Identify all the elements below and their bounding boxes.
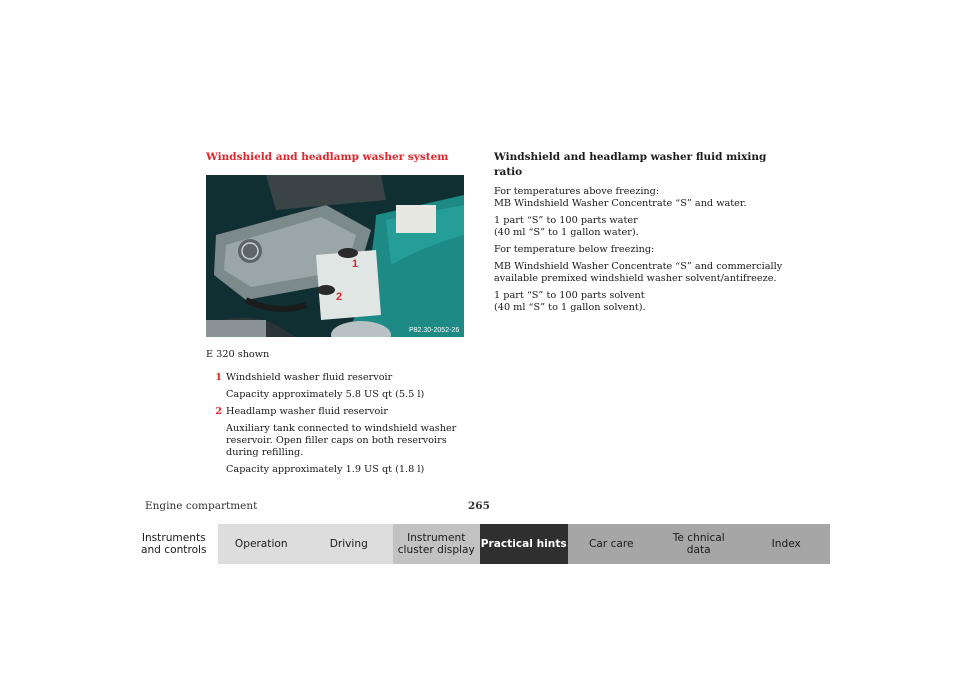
item-number: 1 — [215, 372, 222, 383]
item-number — [206, 464, 226, 476]
paragraph: For temperature below freezing: — [494, 244, 655, 255]
footer-section-title: Engine compartment — [145, 500, 258, 512]
paragraph: MB Windshield Washer Concentrate “S” and commercially available premixed windshield washer solvent/antifreeze. — [494, 261, 783, 284]
nav-tab-operation[interactable]: Operation — [218, 524, 306, 564]
nav-tab-car-care[interactable]: Car care — [568, 524, 656, 564]
engine-compartment-photo — [206, 175, 464, 337]
photo-caption: E 320 shown — [206, 349, 270, 360]
mixing-ratio-text — [494, 186, 794, 314]
section-heading-washer-system: Windshield and headlamp washer system — [206, 151, 449, 163]
list-item — [206, 464, 468, 476]
item-text: Auxiliary tank connected to windshield washer reservoir. Open filler caps on both reservoirs during refilling. — [226, 423, 457, 458]
nav-tab-instrument-cluster-display[interactable]: Instrument cluster display — [393, 524, 481, 564]
item-text: Headlamp washer fluid reservoir — [226, 406, 389, 417]
item-list — [206, 372, 468, 481]
nav-tab-practical-hints[interactable]: Practical hints — [480, 524, 568, 564]
list-item — [206, 372, 468, 384]
nav-tab-te-chnical-data[interactable]: Te chnical data — [655, 524, 743, 564]
item-text: Capacity approximately 1.9 US qt (1.8 l) — [226, 464, 425, 475]
paragraph: For temperatures above freezing: MB Windshield Washer Concentrate “S” and water. — [494, 186, 747, 209]
nav-tab-index[interactable]: Index — [743, 524, 831, 564]
section-heading-mixing-ratio: Windshield and headlamp washer fluid mixing ratio — [494, 151, 767, 178]
list-item — [206, 423, 468, 459]
item-text: Capacity approximately 5.8 US qt (5.5 l) — [226, 389, 425, 400]
callout-1: 1 — [352, 258, 359, 270]
item-number — [206, 423, 226, 459]
chapter-navigation-bar — [130, 524, 830, 564]
left-column — [206, 150, 468, 165]
right-column — [494, 150, 794, 319]
photo-code: P82.30-2052-26 — [409, 327, 460, 334]
item-number — [206, 389, 226, 401]
list-item — [206, 406, 468, 418]
nav-tab-driving[interactable]: Driving — [305, 524, 393, 564]
list-item — [206, 389, 468, 401]
engine-illustration — [206, 175, 464, 337]
item-number: 2 — [215, 406, 222, 417]
nav-tab-instruments-and-controls[interactable]: Instruments and controls — [130, 524, 218, 564]
callout-2: 2 — [336, 291, 343, 303]
paragraph: 1 part “S” to 100 parts solvent (40 ml “S” to 1 gallon solvent). — [494, 290, 646, 313]
paragraph: 1 part “S” to 100 parts water (40 ml “S” to 1 gallon water). — [494, 215, 639, 238]
item-text: Windshield washer fluid reservoir — [226, 372, 393, 383]
page-number: 265 — [468, 500, 490, 512]
